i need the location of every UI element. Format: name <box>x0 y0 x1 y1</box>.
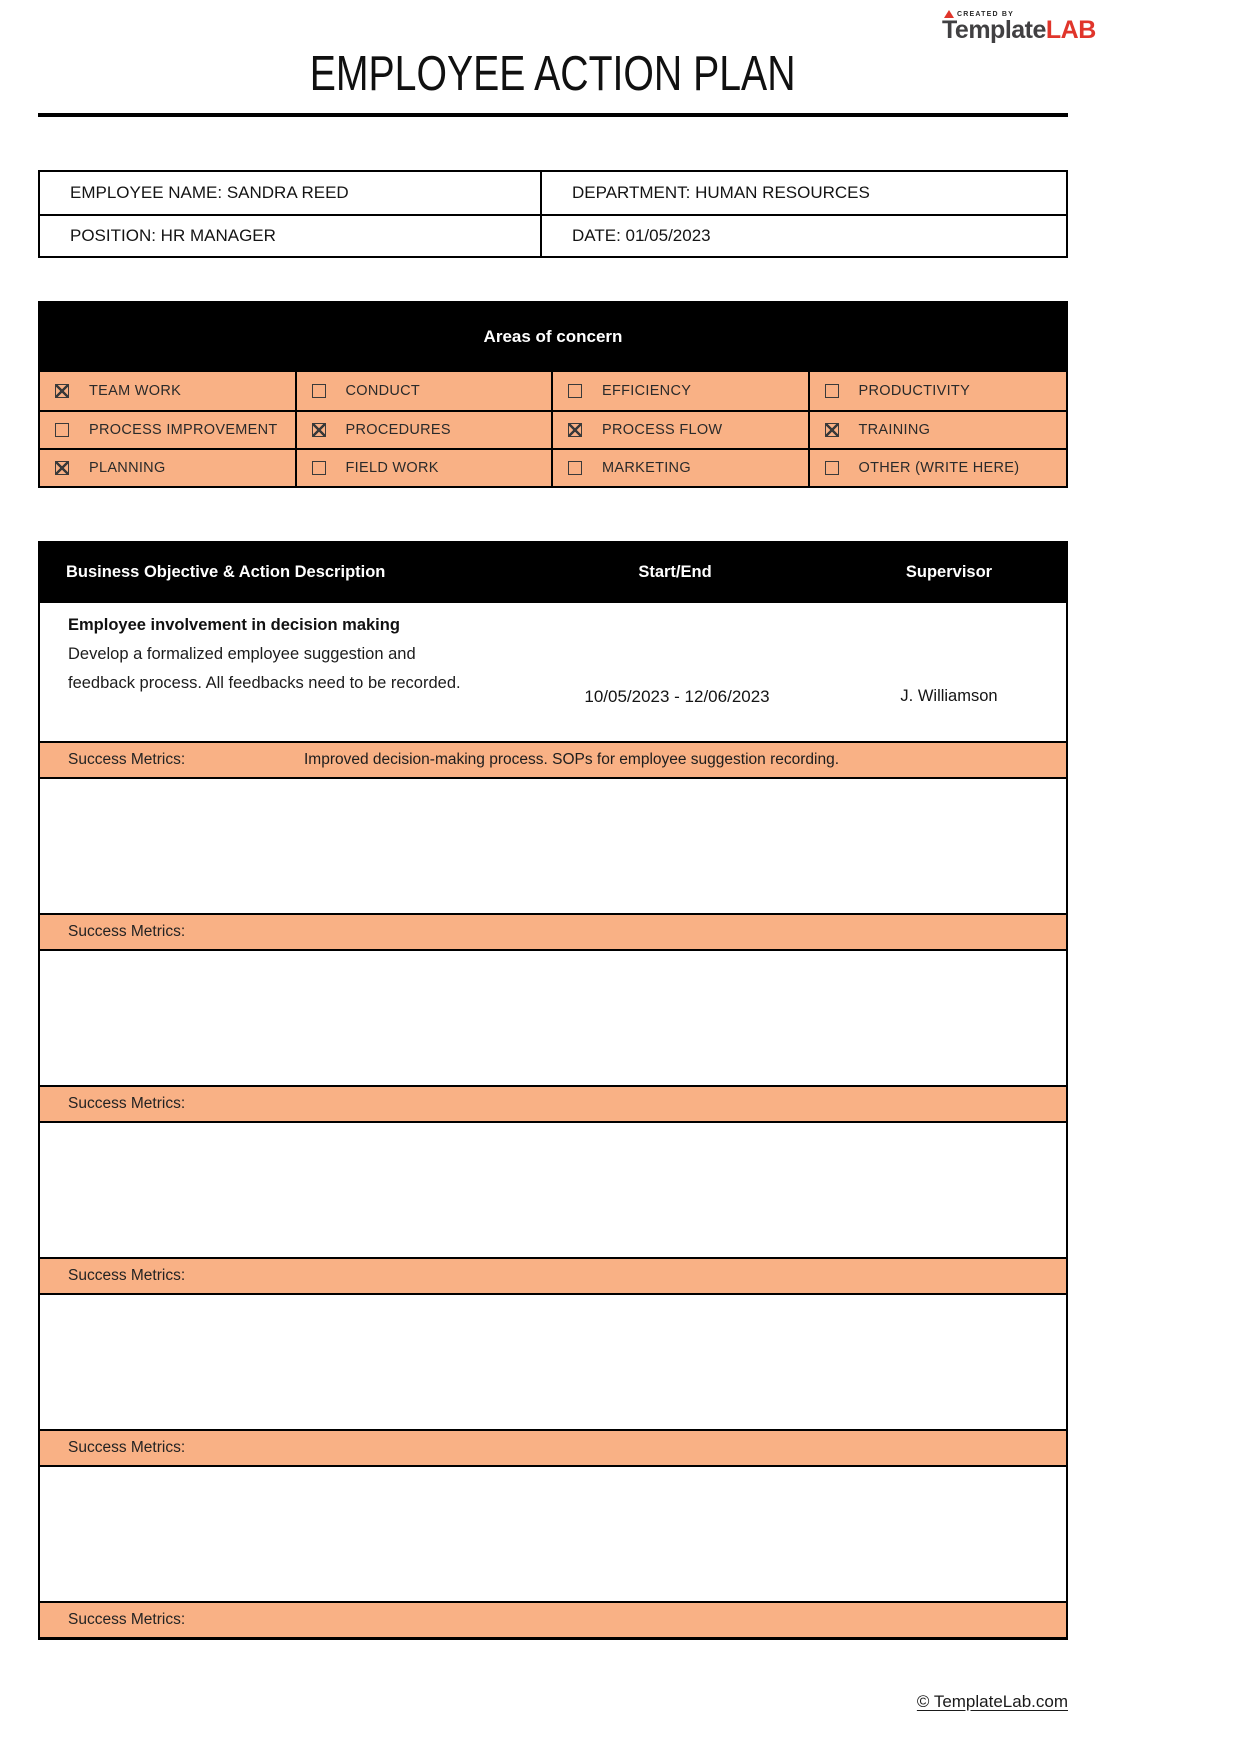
supervisor-cell[interactable] <box>832 779 1066 913</box>
objective-cell[interactable] <box>40 1295 522 1429</box>
start-end-cell[interactable] <box>522 779 832 913</box>
success-metrics-bar <box>38 741 1068 779</box>
concern-label: TRAINING <box>858 422 931 438</box>
concern-label: EFFICIENCY <box>602 383 692 399</box>
concern-training[interactable] <box>810 410 1067 448</box>
checkbox-icon[interactable] <box>55 461 69 475</box>
action-row <box>38 1467 1068 1601</box>
supervisor-cell[interactable] <box>832 951 1066 1085</box>
concern-team-work[interactable] <box>40 372 297 410</box>
concern-other[interactable] <box>810 448 1067 486</box>
success-metrics-bar <box>38 913 1068 951</box>
department-cell[interactable]: DEPARTMENT: HUMAN RESOURCES <box>572 183 870 202</box>
success-metrics-value[interactable]: Improved decision-making process. SOPs for employee suggestion recording. <box>304 751 840 768</box>
checkbox-icon[interactable] <box>825 461 839 475</box>
action-plan-table <box>38 541 1068 1640</box>
checkbox-icon[interactable] <box>312 423 326 437</box>
supervisor-cell[interactable] <box>832 1295 1066 1429</box>
concern-procedures[interactable] <box>297 410 554 448</box>
start-end-cell[interactable]: 10/05/2023 - 12/06/2023 <box>584 687 770 706</box>
success-metrics-label: Success Metrics: <box>68 1439 186 1456</box>
concern-field-work[interactable] <box>297 448 554 486</box>
concern-label: PRODUCTIVITY <box>858 383 971 399</box>
areas-of-concern-header: Areas of concern <box>38 301 1068 372</box>
concern-label: PROCESS FLOW <box>602 422 723 438</box>
concern-process-flow[interactable] <box>553 410 810 448</box>
objective-description: Develop a formalized employee suggestion and feedback process. All feedbacks need to be recorded. <box>68 645 461 692</box>
areas-of-concern-grid <box>38 372 1068 488</box>
checkbox-icon[interactable] <box>568 423 582 437</box>
concern-productivity[interactable] <box>810 372 1067 410</box>
concern-label: CONDUCT <box>345 383 421 399</box>
objective-cell[interactable] <box>40 1467 522 1601</box>
success-metrics-label: Success Metrics: <box>68 751 186 768</box>
logo-created-by-text: CREATED BY <box>957 10 1014 18</box>
checkbox-icon[interactable] <box>568 384 582 398</box>
success-metrics-bar <box>38 1429 1068 1467</box>
action-row <box>38 951 1068 1085</box>
concern-efficiency[interactable] <box>553 372 810 410</box>
concern-label: TEAM WORK <box>89 383 182 399</box>
objective-cell[interactable] <box>40 603 522 741</box>
header-objective: Business Objective & Action Description <box>66 562 386 581</box>
success-metrics-label: Success Metrics: <box>68 923 186 940</box>
checkbox-icon[interactable] <box>55 384 69 398</box>
action-row <box>38 603 1068 741</box>
concern-marketing[interactable] <box>553 448 810 486</box>
logo-wordmark <box>942 16 1096 44</box>
start-end-cell[interactable] <box>522 1123 832 1257</box>
employee-info-table <box>38 170 1068 258</box>
concern-label: MARKETING <box>602 460 691 476</box>
success-metrics-bar <box>38 1257 1068 1295</box>
success-metrics-bar <box>38 1085 1068 1123</box>
start-end-cell[interactable] <box>522 951 832 1085</box>
objective-title: Employee involvement in decision making <box>68 616 400 634</box>
success-metrics-label: Success Metrics: <box>68 1611 186 1628</box>
logo-brand-primary: Template <box>942 16 1046 44</box>
concern-label: FIELD WORK <box>345 460 439 476</box>
objective-cell[interactable] <box>40 951 522 1085</box>
success-metrics-label: Success Metrics: <box>68 1267 186 1284</box>
action-row <box>38 779 1068 913</box>
action-table-header <box>38 541 1068 603</box>
supervisor-cell[interactable] <box>832 1467 1066 1601</box>
checkbox-icon[interactable] <box>568 461 582 475</box>
success-metrics-label: Success Metrics: <box>68 1095 186 1112</box>
concern-planning[interactable] <box>40 448 297 486</box>
checkbox-icon[interactable] <box>312 461 326 475</box>
date-cell[interactable]: DATE: 01/05/2023 <box>542 214 1066 256</box>
concern-label: PLANNING <box>89 460 166 476</box>
action-row <box>38 1123 1068 1257</box>
templatelab-logo <box>942 10 1096 44</box>
success-metrics-bar <box>38 1601 1068 1640</box>
header-start-end: Start/End <box>638 562 712 581</box>
checkbox-icon[interactable] <box>55 423 69 437</box>
concern-conduct[interactable] <box>297 372 554 410</box>
action-row <box>38 1295 1068 1429</box>
concern-label: OTHER (WRITE HERE) <box>858 460 1020 476</box>
checkbox-icon[interactable] <box>825 423 839 437</box>
areas-of-concern-section <box>38 301 1068 488</box>
copyright-link[interactable]: © TemplateLab.com <box>916 1692 1068 1711</box>
checkbox-icon[interactable] <box>825 384 839 398</box>
start-end-cell[interactable] <box>522 1467 832 1601</box>
concern-process-improvement[interactable] <box>40 410 297 448</box>
supervisor-cell[interactable] <box>832 1123 1066 1257</box>
position-cell[interactable]: POSITION: HR MANAGER <box>40 214 542 256</box>
start-end-cell[interactable] <box>522 1295 832 1429</box>
header-supervisor: Supervisor <box>905 562 993 581</box>
objective-cell[interactable] <box>40 1123 522 1257</box>
page-title: EMPLOYEE ACTION PLAN <box>310 47 796 101</box>
checkbox-icon[interactable] <box>312 384 326 398</box>
employee-name-cell[interactable]: EMPLOYEE NAME: SANDRA REED <box>40 172 542 214</box>
objective-cell[interactable] <box>40 779 522 913</box>
supervisor-cell[interactable]: J. Williamson <box>900 687 998 705</box>
title-divider <box>38 113 1068 117</box>
concern-label: PROCEDURES <box>345 422 451 438</box>
logo-brand-accent: LAB <box>1045 16 1096 44</box>
concern-label: PROCESS IMPROVEMENT <box>89 422 278 438</box>
